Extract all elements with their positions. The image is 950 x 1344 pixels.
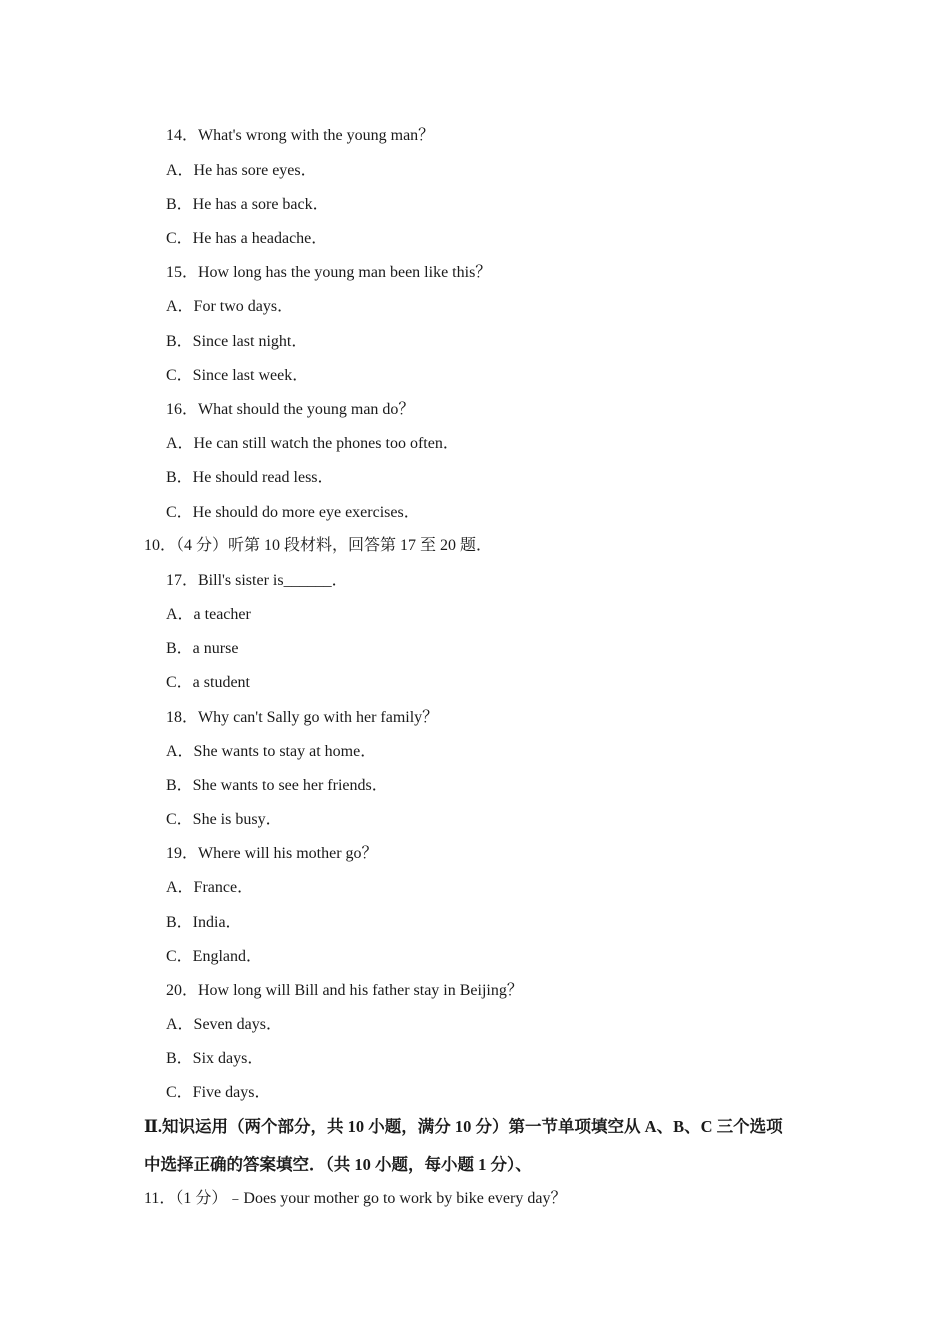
question-20: 20．How long will Bill and his father stay in Beijing？ (166, 982, 523, 999)
option-15-a: A．For two days． (166, 298, 294, 315)
question-19: 19．Where will his mother go？ (166, 845, 378, 862)
option-18-a: A．She wants to stay at home． (166, 743, 377, 760)
option-17-a: A．a teacher (166, 606, 251, 623)
option-20-a: A．Seven days． (166, 1016, 282, 1033)
option-14-c: C．He has a headache． (166, 230, 328, 247)
option-16-a: A．He can still watch the phones too often． (166, 435, 459, 452)
option-16-b: B．He should read less． (166, 469, 334, 486)
option-19-a: A．France． (166, 879, 254, 896)
option-20-b: B．Six days． (166, 1050, 264, 1067)
option-17-c: C．a student (166, 674, 250, 691)
question-16: 16．What should the young man do？ (166, 401, 415, 418)
question-17: 17．Bill's sister is______． (166, 572, 348, 589)
question-14: 14．What's wrong with the young man？ (166, 127, 435, 144)
option-19-b: B．India． (166, 914, 242, 931)
part-2-heading-line-1: Ⅱ.知识运用（两个部分，共 10 小题，满分 10 分）第一节单项填空从 A、B、C 三个选项 (144, 1117, 783, 1136)
question-11: 11．（1 分）﹣Does your mother go to work by bike every day？ (144, 1190, 567, 1207)
question-15: 15．How long has the young man been like this？ (166, 264, 492, 281)
option-18-b: B．She wants to see her friends． (166, 777, 388, 794)
part-2-heading-line-2: 中选择正确的答案填空．（共 10 小题，每小题 1 分）、 (144, 1155, 532, 1174)
option-18-c: C．She is busy． (166, 811, 282, 828)
option-17-b: B．a nurse (166, 640, 239, 657)
option-14-a: A．He has sore eyes． (166, 162, 317, 179)
option-20-c: C．Five days． (166, 1084, 271, 1101)
option-16-c: C．He should do more eye exercises． (166, 504, 420, 521)
section-10-instruction: 10．（4 分）听第 10 段材料，回答第 17 至 20 题． (144, 537, 493, 554)
option-15-c: C．Since last week． (166, 367, 309, 384)
option-14-b: B．He has a sore back． (166, 196, 329, 213)
option-19-c: C．England． (166, 948, 262, 965)
question-18: 18．Why can't Sally go with her family？ (166, 709, 439, 726)
option-15-b: B．Since last night． (166, 333, 308, 350)
